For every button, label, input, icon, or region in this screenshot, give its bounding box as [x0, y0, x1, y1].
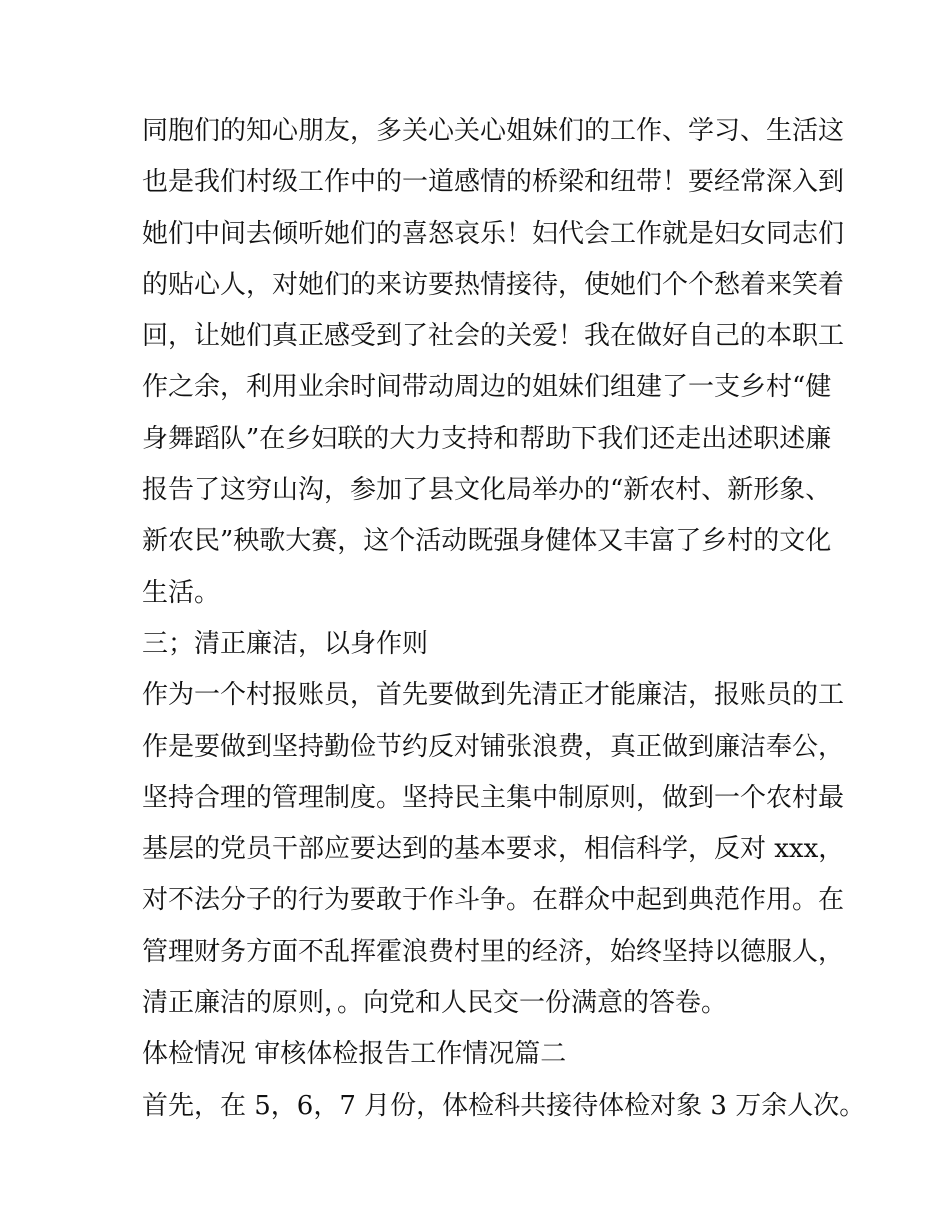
text-line: 新农民”秧歌大赛，这个活动既强身健体又丰富了乡村的文化: [142, 526, 832, 557]
text-line: 首先，在 5，6，7 月份，体检科共接待体检对象 3 万余人次。: [142, 1090, 866, 1121]
section-heading: 体检情况 审核体检报告工作情况篇二: [142, 1039, 567, 1070]
text-line: 回，让她们真正感受到了社会的关爱！我在做好自己的本职工: [142, 321, 845, 352]
text-line: 清正廉洁的原则，。向党和人民交一份满意的答卷。: [142, 988, 728, 1019]
text-line: 作为一个村报账员，首先要做到先清正才能廉洁，报账员的工: [142, 680, 845, 711]
section-heading: 三；清正廉洁，以身作则: [142, 628, 429, 659]
text-line: 也是我们村级工作中的一道感情的桥梁和纽带！要经常深入到: [142, 167, 845, 198]
text-line: 作之余，利用业余时间带动周边的姐妹们组建了一支乡村“健: [142, 372, 832, 403]
text-line: 管理财务方面不乱挥霍浪费村里的经济，始终坚持以德服人，: [142, 936, 845, 967]
text-line: 基层的党员干部应要达到的基本要求，相信科学，反对 xxx，: [142, 834, 845, 865]
text-line: 她们中间去倾听她们的喜怒哀乐！妇代会工作就是妇女同志们: [142, 218, 845, 249]
text-line: 作是要做到坚持勤俭节约反对铺张浪费，真正做到廉洁奉公，: [142, 731, 845, 762]
text-line: 对不法分子的行为要敢于作斗争。在群众中起到典范作用。在: [142, 885, 845, 916]
text-line: 报告了这穷山沟，参加了县文化局举办的“新农村、新形象、: [142, 475, 832, 506]
text-line: 身舞蹈队”在乡妇联的大力支持和帮助下我们还走出述职述廉: [142, 423, 832, 454]
text-line: 的贴心人，对她们的来访要热情接待，使她们个个愁着来笑着: [142, 269, 845, 300]
text-line: 生活。: [142, 577, 221, 608]
document-body: [142, 106, 866, 1132]
text-line: 坚持合理的管理制度。坚持民主集中制原则，做到一个农村最: [142, 782, 845, 813]
text-line: 同胞们的知心朋友，多关心关心姐妹们的工作、学习、生活这: [142, 116, 845, 146]
